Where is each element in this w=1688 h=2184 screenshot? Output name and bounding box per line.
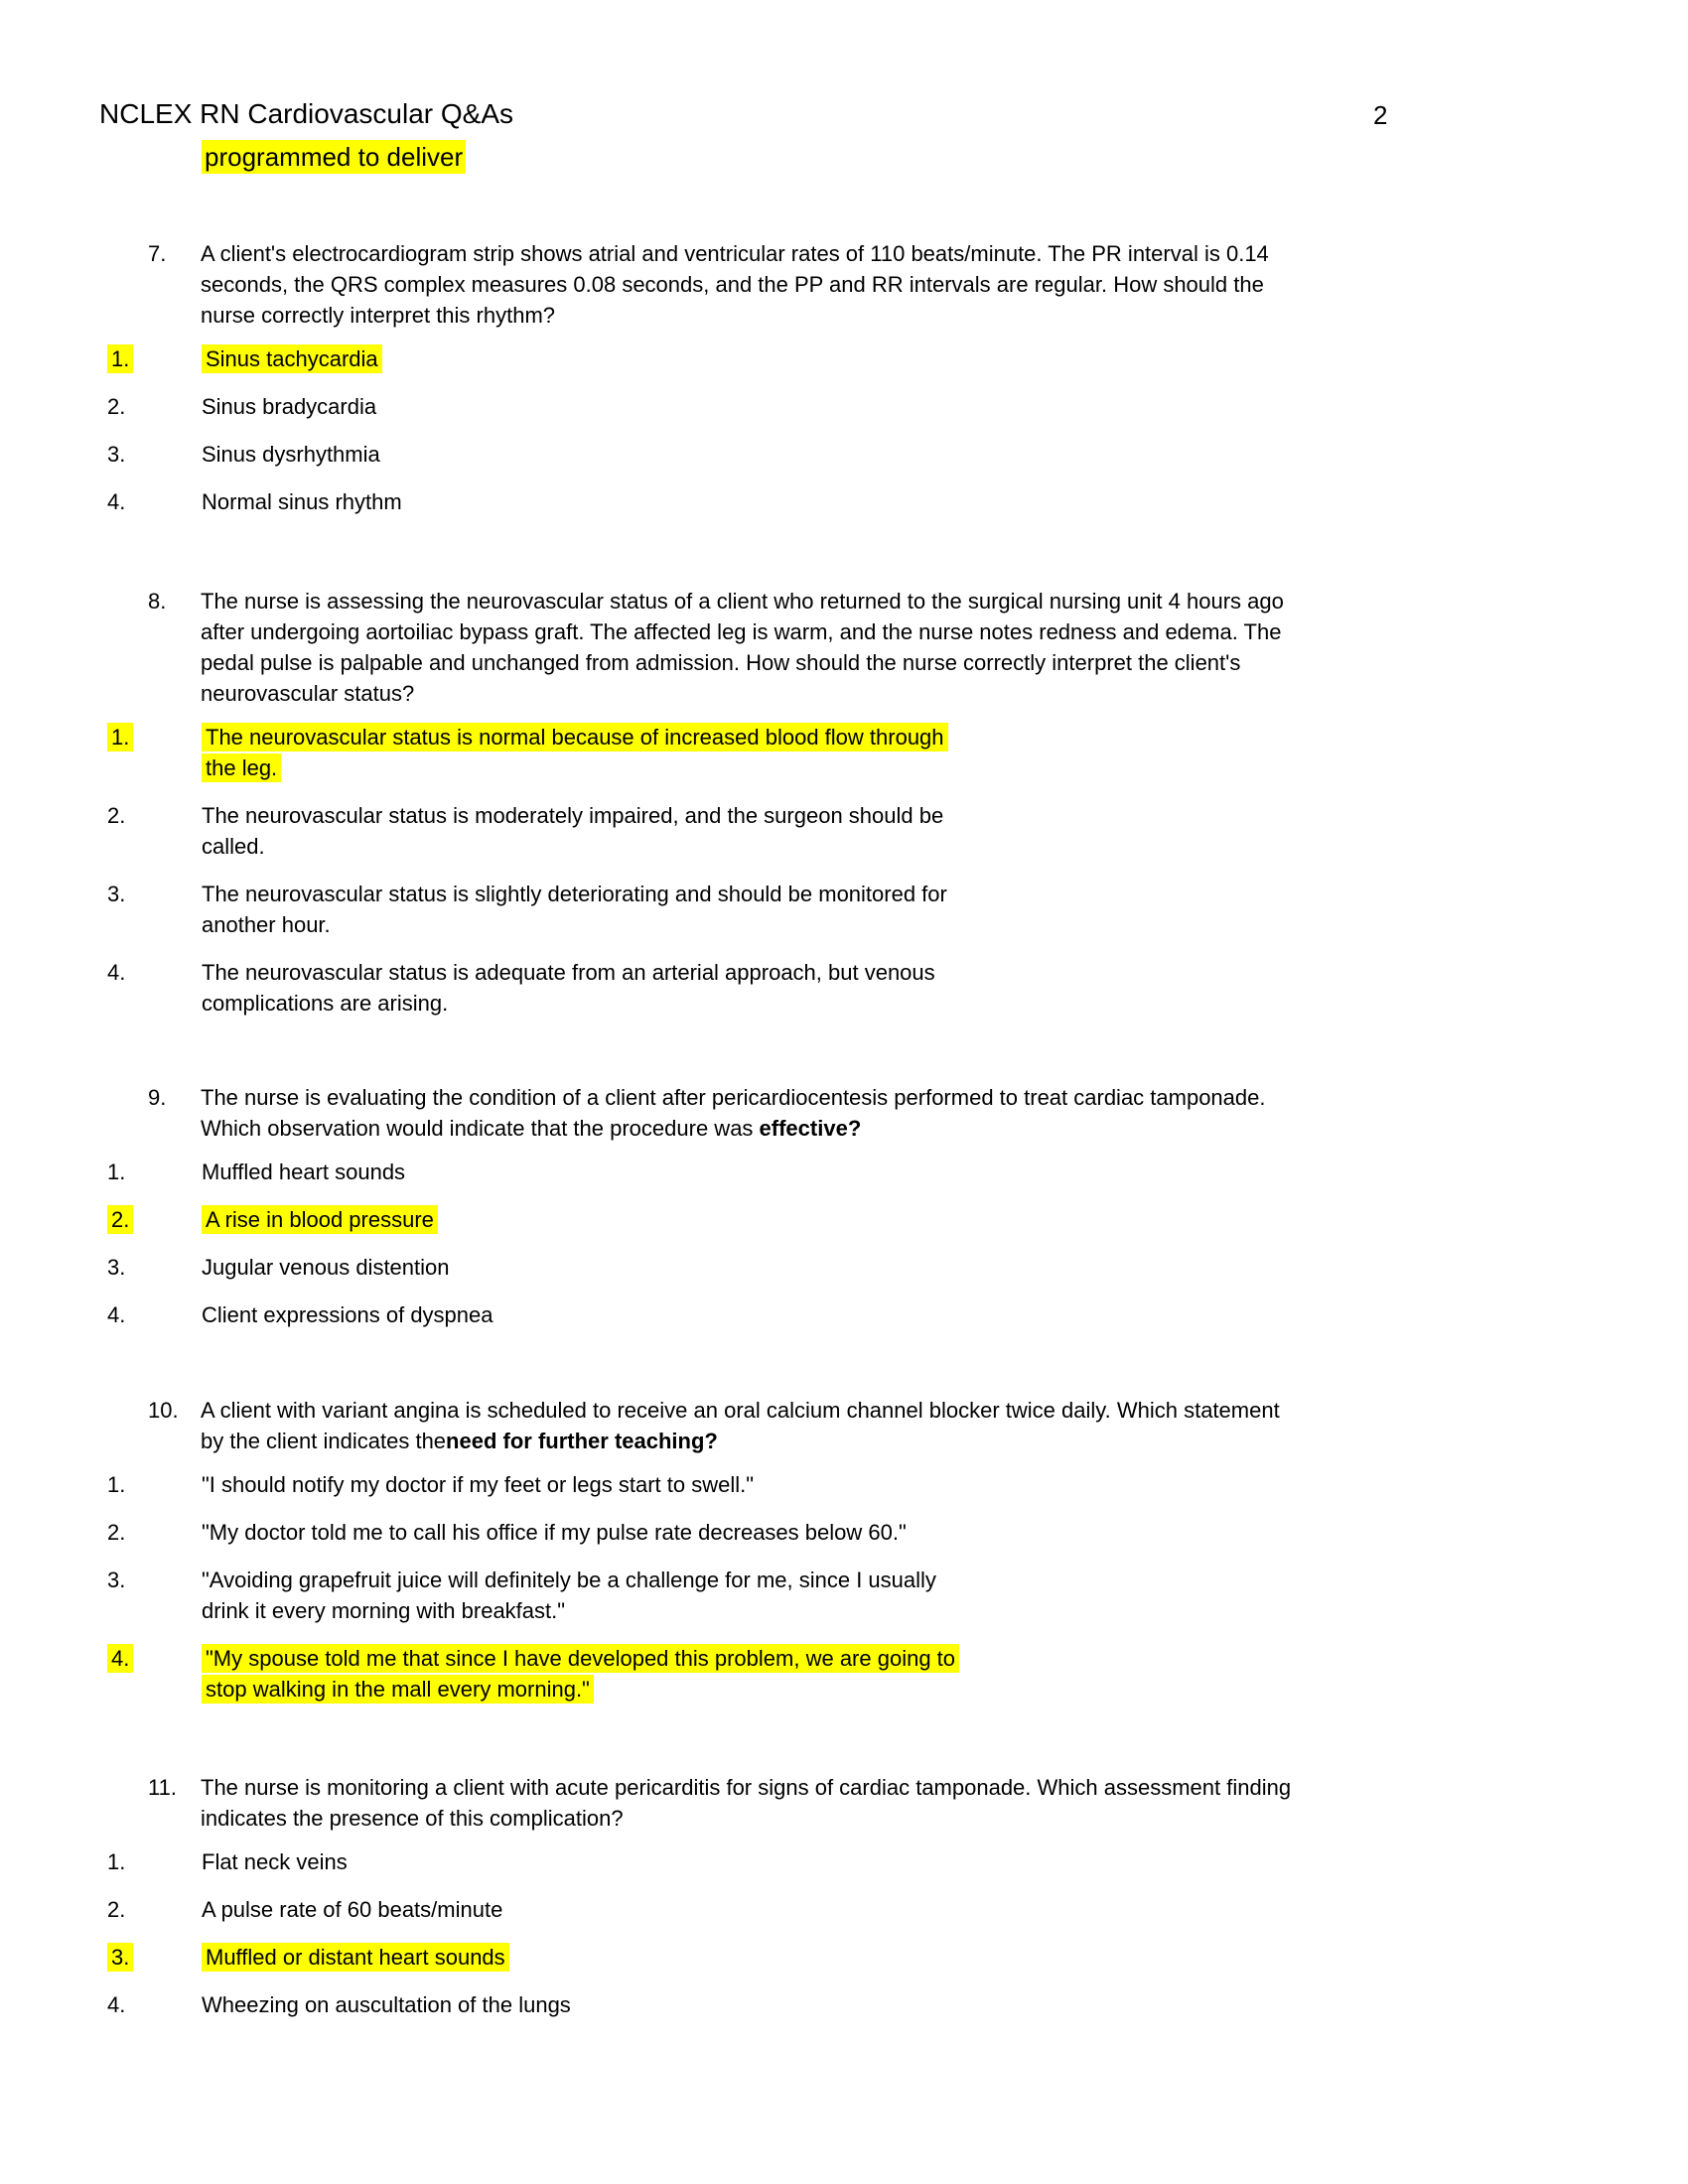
option-text: The neurovascular status is moderately impaired, and the surgeon should be called.: [202, 803, 944, 859]
question-line: A client with variant angina is scheduled to receive an oral calcium channel blocker twice daily. Which statement: [201, 1398, 1280, 1423]
option-text: [202, 1942, 1155, 1973]
option-text: Sinus bradycardia: [202, 394, 377, 419]
answer-option: [107, 391, 1688, 422]
options-list: [0, 343, 1688, 517]
answer-option: [107, 1846, 1688, 1877]
option-number: 1.: [107, 343, 202, 374]
questions-content: [0, 238, 1688, 2020]
highlighted-answer: The neurovascular status is normal because of increased blood flow through: [202, 723, 948, 751]
option-number: 1.: [107, 722, 202, 783]
option-number: 2.: [107, 803, 126, 828]
option-text: [202, 722, 1155, 783]
option-number: 3.: [107, 1255, 126, 1280]
question-block-9: [0, 1082, 1688, 1330]
answer-option: [107, 1989, 1688, 2020]
option-number: 2.: [107, 1897, 126, 1922]
question: [148, 1082, 1688, 1144]
answer-option: [107, 439, 1688, 470]
question: [148, 238, 1688, 331]
question: [148, 1772, 1688, 1834]
option-text: Normal sinus rhythm: [202, 489, 402, 514]
question-block-7: [0, 238, 1688, 517]
question-line: indicates the presence of this complication?: [201, 1806, 624, 1831]
page-number: 2: [1373, 100, 1388, 130]
question-number: 10.: [148, 1398, 179, 1423]
options-list: [0, 1846, 1688, 2020]
question-number: 11.: [148, 1775, 177, 1800]
option-number: 3.: [107, 882, 126, 906]
option-number: 3.: [107, 1942, 202, 1973]
question-text: [201, 586, 1591, 709]
question-line: pedal pulse is palpable and unchanged from admission. How should the nurse correctly interpret the client's: [201, 650, 1241, 675]
question-line: nurse correctly interpret this rhythm?: [201, 303, 556, 328]
answer-option: [107, 486, 1688, 517]
option-number: 2.: [107, 1204, 202, 1235]
question-number: 7.: [148, 241, 167, 266]
answer-option: [107, 800, 1688, 862]
question-block-10: [0, 1395, 1688, 1705]
option-text: [202, 1643, 1155, 1705]
option-text: Sinus dysrhythmia: [202, 442, 380, 467]
option-number: 1.: [107, 1472, 126, 1497]
option-text: Wheezing on auscultation of the lungs: [202, 1992, 571, 2017]
highlighted-answer: Sinus tachycardia: [202, 344, 382, 373]
option-number: 4.: [107, 1643, 202, 1705]
answer-option: [107, 1157, 1688, 1187]
question-line: A client's electrocardiogram strip shows atrial and ventricular rates of 110 beats/minute. The PR interval is 0.14: [201, 241, 1269, 266]
question-text: [201, 1082, 1591, 1144]
option-number: 3.: [107, 1568, 126, 1592]
answer-option: [107, 1643, 1688, 1705]
option-text: The neurovascular status is adequate from an arterial approach, but venous complications are arising.: [202, 960, 935, 1016]
option-number: 2.: [107, 1520, 126, 1545]
option-text: The neurovascular status is slightly deteriorating and should be monitored for another hour.: [202, 882, 947, 937]
option-number: 4.: [107, 960, 126, 985]
option-text: Muffled heart sounds: [202, 1160, 406, 1184]
option-text: "Avoiding grapefruit juice will definitely be a challenge for me, since I usually drink it every morning with breakfast.": [202, 1568, 936, 1623]
option-number: 4.: [107, 1992, 126, 2017]
page-title: NCLEX RN Cardiovascular Q&As: [99, 98, 514, 129]
question-number: 9.: [148, 1085, 167, 1110]
answer-option: [107, 1252, 1688, 1283]
option-number: 4.: [107, 489, 126, 514]
highlighted-answer: Muffled or distant heart sounds: [202, 1943, 509, 1972]
options-list: [0, 1157, 1688, 1330]
answer-option: [107, 879, 1688, 940]
option-text: Flat neck veins: [202, 1849, 348, 1874]
answer-option: [107, 1565, 1688, 1626]
question-line: Which observation would indicate that the procedure was effective?: [201, 1116, 862, 1141]
highlighted-answer: A rise in blood pressure: [202, 1205, 438, 1234]
option-number: 3.: [107, 442, 126, 467]
options-list: [0, 722, 1688, 1019]
answer-option: [107, 1299, 1688, 1330]
option-number: 4.: [107, 1302, 126, 1327]
option-text: Jugular venous distention: [202, 1255, 450, 1280]
question-block-11: [0, 1772, 1688, 2020]
question-text: [201, 238, 1591, 331]
question-line: seconds, the QRS complex measures 0.08 seconds, and the PP and RR intervals are regular. How should the: [201, 272, 1264, 297]
answer-option: [107, 957, 1688, 1019]
option-text: A pulse rate of 60 beats/minute: [202, 1897, 503, 1922]
question-number: 8.: [148, 589, 167, 614]
question-line: by the client indicates theneed for further teaching?: [201, 1429, 718, 1453]
highlighted-text: programmed to deliver: [202, 140, 466, 174]
question-line: The nurse is evaluating the condition of a client after pericardiocentesis performed to treat cardiac tamponade.: [201, 1085, 1266, 1110]
answer-option: [107, 1942, 1688, 1973]
option-text: [202, 343, 1155, 374]
highlighted-answer: "My spouse told me that since I have developed this problem, we are going to: [202, 1644, 959, 1673]
option-number: 2.: [107, 394, 126, 419]
question-line: The nurse is monitoring a client with acute pericarditis for signs of cardiac tamponade. Which assessment finding: [201, 1775, 1292, 1800]
question-block-8: [0, 586, 1688, 1019]
option-text: Client expressions of dyspnea: [202, 1302, 493, 1327]
answer-option: [107, 1894, 1688, 1925]
option-number: 1.: [107, 1849, 126, 1874]
bold-question-phrase: effective?: [759, 1116, 862, 1141]
question: [148, 1395, 1688, 1456]
highlighted-answer: stop walking in the mall every morning.": [202, 1675, 594, 1704]
answer-option: [107, 1204, 1688, 1235]
answer-option: [107, 1517, 1688, 1548]
question-line: neurovascular status?: [201, 681, 415, 706]
bold-question-phrase: need for further teaching?: [446, 1429, 718, 1453]
question-text: [201, 1395, 1591, 1456]
option-number: 1.: [107, 1160, 126, 1184]
option-text: "My doctor told me to call his office if my pulse rate decreases below 60.": [202, 1520, 907, 1545]
answer-option: [107, 722, 1688, 783]
subtitle-highlight: [202, 140, 466, 174]
question: [148, 586, 1688, 709]
question-line: The nurse is assessing the neurovascular status of a client who returned to the surgical nursing unit 4 hours ago: [201, 589, 1284, 614]
highlighted-answer: the leg.: [202, 753, 281, 782]
question-line: after undergoing aortoiliac bypass graft. The affected leg is warm, and the nurse notes redness and edema. The: [201, 619, 1282, 644]
answer-option: [107, 1469, 1688, 1500]
options-list: [0, 1469, 1688, 1705]
answer-option: [107, 343, 1688, 374]
question-text: [201, 1772, 1591, 1834]
option-text: [202, 1204, 1155, 1235]
option-text: "I should notify my doctor if my feet or legs start to swell.": [202, 1472, 755, 1497]
